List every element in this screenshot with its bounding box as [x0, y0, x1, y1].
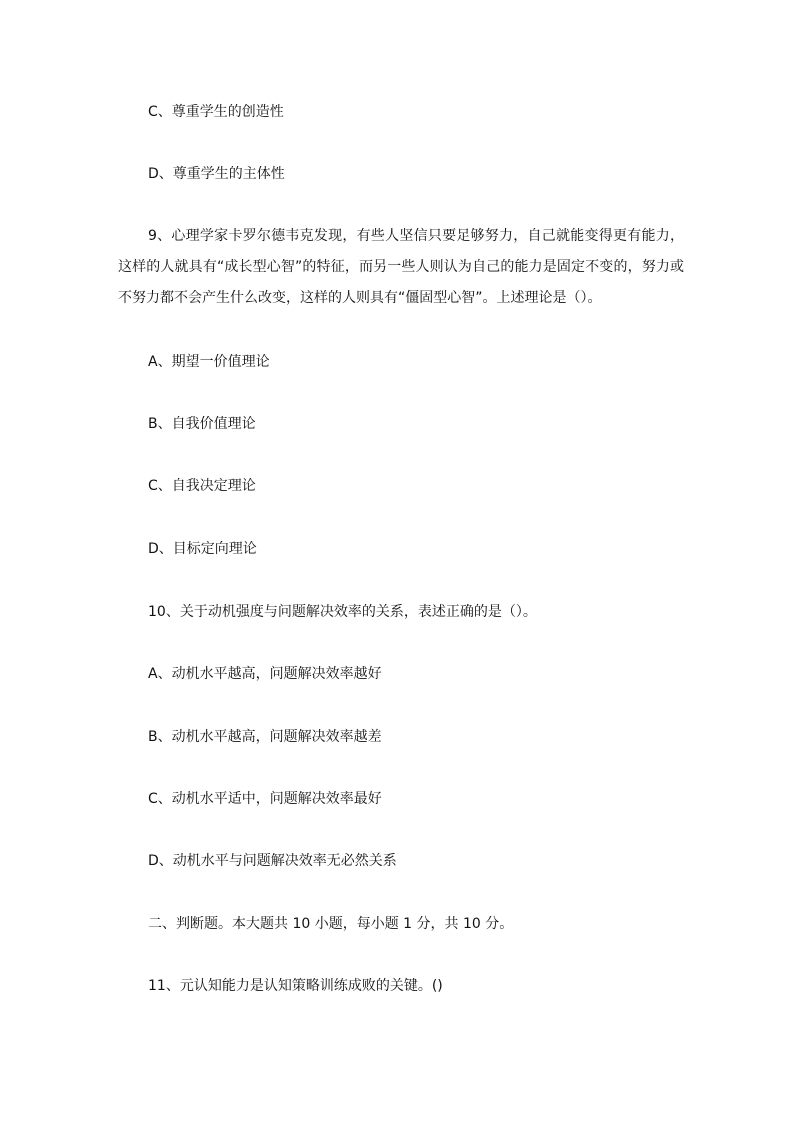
option-d: D、尊重学生的主体性 — [148, 166, 285, 182]
question-9-option-a: A、期望一价值理论 — [148, 354, 270, 370]
option-c: C、尊重学生的创造性 — [148, 104, 284, 120]
section-heading: 二、判断题。本大题共 10 小题，每小题 1 分，共 10 分。 — [148, 916, 514, 932]
question-11-stem: 11、元认知能力是认知策略训练成败的关键。() — [148, 978, 443, 994]
question-9-stem: 9、心理学家卡罗尔德韦克发现，有些人坚信只要足够努力，自己就能变得更有能力，这样的人就具有“成长型心智”的特征，而另一些人则认为自己的能力是固定不变的，努力或不努力都不会产生什么改变，这样的人则具有“僵固型心智”。上述理论是（）。 — [118, 228, 684, 306]
question-10-option-a: A、动机水平越高，问题解决效率越好 — [148, 666, 382, 682]
question-10-option-d: D、动机水平与问题解决效率无必然关系 — [148, 853, 397, 869]
question-9-option-c: C、自我决定理论 — [148, 478, 256, 494]
question-9-option-d: D、目标定向理论 — [148, 541, 257, 557]
question-10-option-c: C、动机水平适中，问题解决效率最好 — [148, 791, 382, 807]
question-9-option-b: B、自我价值理论 — [148, 416, 256, 432]
question-10-option-b: B、动机水平越高，问题解决效率越差 — [148, 729, 382, 745]
question-10-stem: 10、关于动机强度与问题解决效率的关系，表述正确的是（）。 — [148, 604, 537, 620]
